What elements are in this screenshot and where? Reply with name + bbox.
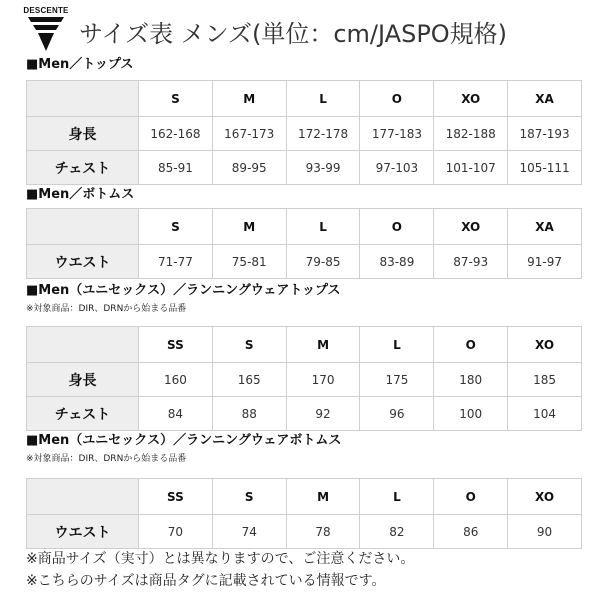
- measurement-label: ウエスト: [27, 515, 139, 549]
- size-column-header: S: [212, 479, 286, 515]
- size-column-header: XO: [434, 209, 508, 245]
- measurement-label: チェスト: [27, 397, 139, 431]
- table-row: [27, 397, 582, 431]
- descente-logo: [22, 6, 70, 52]
- size-column-header: S: [212, 327, 286, 363]
- measurement-value: 93-99: [286, 151, 360, 185]
- brand-name: DESCENTE: [23, 6, 69, 15]
- size-column-header: L: [360, 479, 434, 515]
- size-column-header: SS: [139, 327, 213, 363]
- section-note: ※対象商品：DIR、DRNから始まる品番: [26, 304, 187, 314]
- size-column-header: L: [360, 327, 434, 363]
- size-column-header: XA: [508, 209, 582, 245]
- section-men-bottoms: [26, 186, 582, 271]
- measurement-value: 74: [212, 515, 286, 549]
- size-column-header: O: [360, 209, 434, 245]
- measurement-value: 96: [360, 397, 434, 431]
- measurement-value: 71-77: [139, 245, 213, 279]
- section-heading: ■Men（ユニセックス）／ランニングウェアトップス: [26, 283, 341, 298]
- measurement-label: 身長: [27, 117, 139, 151]
- section-note: ※対象商品：DIR、DRNから始まる品番: [26, 454, 187, 464]
- measurement-value: 87-93: [434, 245, 508, 279]
- measurement-value: 100: [434, 397, 508, 431]
- size-column-header: O: [434, 479, 508, 515]
- measurement-value: 97-103: [360, 151, 434, 185]
- measurement-value: 101-107: [434, 151, 508, 185]
- section-heading: ■Men／トップス: [26, 57, 134, 72]
- size-header-row: [27, 327, 582, 363]
- measurement-value: 170: [286, 363, 360, 397]
- size-column-header: M: [212, 209, 286, 245]
- measurement-value: 167-173: [212, 117, 286, 151]
- measurement-value: 165: [212, 363, 286, 397]
- measurement-value: 79-85: [286, 245, 360, 279]
- table-row: [27, 363, 582, 397]
- measurement-label: ウエスト: [27, 245, 139, 279]
- size-column-header: XO: [508, 327, 582, 363]
- measurement-value: 177-183: [360, 117, 434, 151]
- size-column-header: M: [212, 81, 286, 117]
- size-table-unisex-running-tops: [26, 326, 582, 431]
- section-unisex-running-tops: [26, 282, 582, 423]
- footnote: ※商品サイズ（実寸）とは異なりますので、ご注意ください。: [26, 551, 415, 567]
- measurement-value: 175: [360, 363, 434, 397]
- size-column-header: S: [139, 81, 213, 117]
- size-column-header: L: [286, 81, 360, 117]
- measurement-value: 75-81: [212, 245, 286, 279]
- measurement-value: 84: [139, 397, 213, 431]
- table-row: [27, 515, 582, 549]
- size-column-header: S: [139, 209, 213, 245]
- table-corner-cell: [27, 479, 139, 515]
- size-column-header: O: [434, 327, 508, 363]
- measurement-value: 91-97: [508, 245, 582, 279]
- measurement-value: 185: [508, 363, 582, 397]
- measurement-value: 182-188: [434, 117, 508, 151]
- section-unisex-running-bottoms: [26, 432, 582, 541]
- measurement-value: 85-91: [139, 151, 213, 185]
- measurement-value: 83-89: [360, 245, 434, 279]
- measurement-value: 172-178: [286, 117, 360, 151]
- measurement-label: チェスト: [27, 151, 139, 185]
- measurement-value: 92: [286, 397, 360, 431]
- table-corner-cell: [27, 81, 139, 117]
- measurement-value: 88: [212, 397, 286, 431]
- size-header-row: [27, 209, 582, 245]
- footnotes: [26, 548, 586, 592]
- size-column-header: SS: [139, 479, 213, 515]
- measurement-value: 70: [139, 515, 213, 549]
- measurement-value: 187-193: [508, 117, 582, 151]
- measurement-label: 身長: [27, 363, 139, 397]
- measurement-value: 89-95: [212, 151, 286, 185]
- size-column-header: M: [286, 327, 360, 363]
- measurement-value: 162-168: [139, 117, 213, 151]
- size-column-header: XA: [508, 81, 582, 117]
- measurement-value: 180: [434, 363, 508, 397]
- size-table-men-bottoms: [26, 208, 582, 279]
- size-column-header: M: [286, 479, 360, 515]
- size-header-row: [27, 479, 582, 515]
- table-row: [27, 151, 582, 185]
- measurement-value: 104: [508, 397, 582, 431]
- table-row: [27, 117, 582, 151]
- measurement-value: 86: [434, 515, 508, 549]
- section-heading: ■Men（ユニセックス）／ランニングウェアボトムス: [26, 433, 342, 448]
- descente-logo-mark-icon: [28, 17, 64, 51]
- table-corner-cell: [27, 209, 139, 245]
- size-header-row: [27, 81, 582, 117]
- page-title: サイズ表 メンズ(単位：cm/JASPO規格): [79, 20, 508, 48]
- section-men-tops: [26, 56, 582, 177]
- measurement-value: 105-111: [508, 151, 582, 185]
- size-table-men-tops: [26, 80, 582, 185]
- footnote: ※こちらのサイズは商品タグに記載されている情報です。: [26, 573, 386, 589]
- table-corner-cell: [27, 327, 139, 363]
- size-column-header: L: [286, 209, 360, 245]
- size-column-header: XO: [434, 81, 508, 117]
- size-column-header: XO: [508, 479, 582, 515]
- page-header: [22, 6, 582, 52]
- measurement-value: 82: [360, 515, 434, 549]
- measurement-value: 78: [286, 515, 360, 549]
- size-table-unisex-running-bottoms: [26, 478, 582, 549]
- section-heading: ■Men／ボトムス: [26, 187, 135, 202]
- table-row: [27, 245, 582, 279]
- measurement-value: 160: [139, 363, 213, 397]
- measurement-value: 90: [508, 515, 582, 549]
- size-column-header: O: [360, 81, 434, 117]
